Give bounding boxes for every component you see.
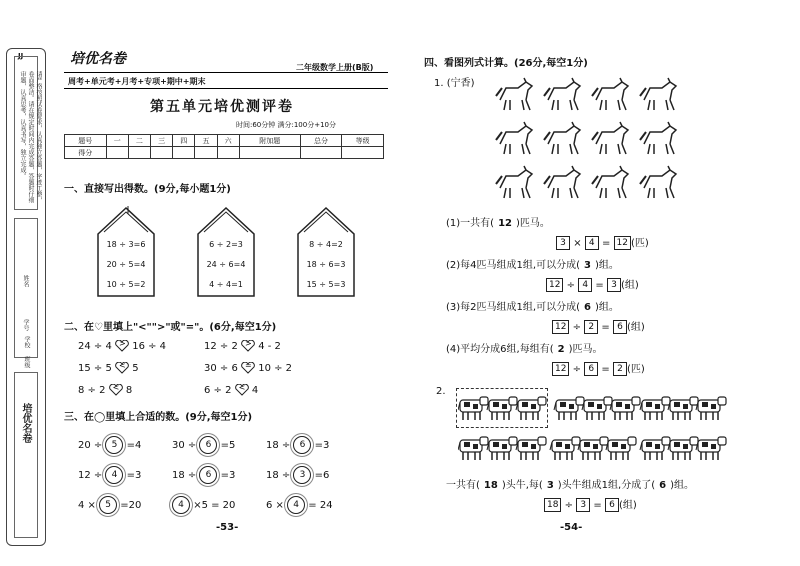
strip-logo-text: 培优名卷 [20, 403, 31, 443]
house-1 [94, 206, 158, 298]
q1-part1 [446, 214, 550, 229]
fill-item-3-2 [172, 496, 235, 514]
score-h6: 六 [217, 135, 239, 147]
eq-op: = [601, 238, 611, 249]
strip-notice: 请严格按照试卷要求，认真独立答题，字迹工整，卷面整洁。请在规定时间内完成答题，答题时仔细审题，认真思考，认真书写，独立完成。 [19, 71, 42, 203]
compare-item-4 [204, 362, 292, 374]
q1-part2 [446, 256, 619, 271]
score-h9: 等级 [342, 135, 384, 147]
compare-item-3 [78, 362, 139, 374]
q1p3-text-a: (3)每2匹马组成1组,可以分成( [446, 302, 580, 313]
compare-right: 5 [132, 363, 139, 374]
compare-left: 24 ÷ 4 [78, 341, 112, 352]
horse-grid [494, 76, 694, 204]
header-rule-2 [64, 88, 388, 89]
fill-item-1-1 [78, 436, 141, 454]
eq-op: ÷ [564, 500, 574, 511]
fill-suffix: =4 [126, 440, 142, 451]
fill-suffix: =3 [126, 470, 142, 481]
score-h0: 题号 [65, 135, 107, 147]
compare-item-1 [78, 340, 166, 352]
compare-right: 16 ÷ 4 [132, 341, 167, 352]
compare-sign: > [245, 339, 252, 348]
compare-left: 8 ÷ 2 [78, 385, 106, 396]
strip-logo-box [14, 372, 38, 538]
q1-part3 [446, 298, 619, 313]
page-number-left: -53- [216, 522, 239, 533]
eq-box: 4 [585, 236, 599, 250]
eq-box: 12 [546, 278, 563, 292]
brand-logo: 培优名卷 [70, 51, 126, 67]
strip-field-class: 班级 [23, 356, 30, 368]
fill-suffix: =6 [314, 470, 330, 481]
compare-item-2 [204, 340, 281, 352]
q1-part4-eq [552, 360, 645, 376]
q2-label: 2. [436, 386, 446, 397]
eq-op: ÷ [572, 364, 582, 375]
horse-icons [494, 76, 694, 204]
q1p3-text-b: )组。 [594, 302, 619, 313]
compare-sign: = [245, 361, 252, 370]
sec4-heading: 四、看图列式计算。(26分,每空1分) [424, 58, 588, 69]
heart-icon [115, 340, 129, 352]
score-h1: 一 [106, 135, 128, 147]
fill-prefix: 6 × [266, 500, 284, 511]
house-2-eq-1: 6 ÷ 2=3 [209, 240, 243, 249]
fill-prefix: 18 ÷ [266, 470, 291, 481]
compare-right: 4 [251, 385, 259, 396]
eq-op: = [601, 364, 610, 375]
score-h3: 三 [150, 135, 172, 147]
fill-item-3-3 [266, 496, 333, 514]
heart-icon [241, 340, 255, 352]
eq-box: 18 [544, 498, 561, 512]
eq-box: 6 [613, 320, 627, 334]
score-table [64, 134, 384, 159]
fill-prefix: 18 ÷ [172, 470, 197, 481]
fill-prefix: 18 ÷ [266, 440, 291, 451]
score-row-label: 得分 [65, 147, 107, 159]
fill-suffix: =3 [314, 440, 330, 451]
flower-circle-icon: 4 [287, 496, 305, 514]
score-h8: 总分 [300, 135, 342, 147]
house-1-eq-1: 18 ÷ 3=6 [106, 240, 146, 249]
house-3-eq-3: 15 ÷ 5=3 [306, 280, 346, 289]
q1p3-answer: 6 [583, 302, 591, 313]
fill-prefix: 4 × [78, 500, 96, 511]
eq-box: 3 [556, 236, 570, 250]
eq-op: ÷ [572, 322, 582, 333]
q2-answer-3: 6 [659, 480, 667, 491]
page-title: 第五单元培优测评卷 [150, 99, 294, 115]
fill-suffix: =20 [120, 500, 142, 511]
compare-right: 4 - 2 [258, 341, 281, 352]
fill-item-1-2 [172, 436, 235, 454]
compare-right: 10 ÷ 2 [258, 363, 293, 374]
eq-box: 2 [584, 320, 598, 334]
q2-eq [544, 496, 637, 512]
strip-field-id: 学号 [22, 319, 29, 331]
house-2-eq-3: 4 ÷ 4=1 [209, 280, 243, 289]
q2-text-2: )头牛,每( [501, 480, 543, 491]
eq-unit: (组) [626, 322, 645, 333]
eq-op: = [593, 500, 602, 511]
q1p4-answer: 2 [557, 344, 565, 355]
grade-text: 二年级数学上册(B版) [296, 63, 374, 72]
eq-box: 6 [584, 362, 598, 376]
q2-text-4: )组。 [670, 480, 694, 491]
eq-op: ÷ [566, 280, 576, 291]
eq-box: 12 [614, 236, 631, 250]
eq-box: 12 [552, 320, 569, 334]
compare-sign: > [119, 339, 126, 348]
compare-sign: < [119, 361, 126, 370]
fill-item-2-1 [78, 466, 141, 484]
score-h7: 附加题 [239, 135, 300, 147]
house-2 [194, 206, 258, 298]
series-text: 周考+单元考+月考+专项+期中+期末 [68, 77, 206, 86]
compare-item-5 [78, 384, 132, 396]
strip-notice-box [14, 56, 42, 210]
q1-part4 [446, 340, 602, 355]
flower-circle-icon: 4 [172, 496, 190, 514]
flower-circle-icon: 3 [293, 466, 311, 484]
heart-icon [235, 384, 249, 396]
q2-answer-2: 3 [546, 480, 554, 491]
fill-suffix: ×5 = 20 [193, 500, 236, 511]
flower-circle-icon: 5 [105, 436, 123, 454]
eq-unit: (匹) [626, 364, 645, 375]
compare-left: 12 ÷ 2 [204, 341, 238, 352]
eq-box: 3 [576, 498, 590, 512]
eq-box: 6 [605, 498, 619, 512]
score-h4: 四 [173, 135, 195, 147]
q2-sentence [446, 476, 694, 491]
compare-right: 8 [125, 385, 133, 396]
score-h2: 二 [128, 135, 150, 147]
fill-prefix: 12 ÷ [78, 470, 103, 481]
eq-unit: (组) [618, 500, 637, 511]
flower-circle-icon: 5 [99, 496, 117, 514]
compare-left: 30 ÷ 6 [204, 363, 238, 374]
heart-icon [241, 362, 255, 374]
strip-field-school: 学校 [23, 336, 30, 348]
fill-prefix: 30 ÷ [172, 440, 197, 451]
q2-text-3: )头牛组成1组,分成了( [557, 480, 656, 491]
q1p1-text-b: )匹马。 [516, 218, 550, 229]
eq-op: × [573, 238, 582, 249]
house-3 [294, 206, 358, 298]
q1-part3-eq [552, 318, 645, 334]
q1p1-answer: 12 [498, 218, 512, 229]
sec1-heading: 一、直接写出得数。(9分,每小题1分) [64, 184, 231, 195]
cow-icons [458, 392, 788, 466]
heart-icon [115, 362, 129, 374]
eq-op: = [595, 280, 604, 291]
compare-sign: < [112, 383, 120, 392]
page-number-right: -54- [560, 522, 583, 533]
compare-item-6 [204, 384, 258, 396]
flower-circle-icon: 6 [199, 466, 217, 484]
sec2-heading: 二、在♡里填上"<"">"或"="。(6分,每空1分) [64, 322, 277, 333]
q1-label: 1. (宁香) [434, 78, 475, 89]
eq-box: 3 [607, 278, 621, 292]
q1p4-text-b: )匹马。 [568, 344, 603, 355]
compare-sign: < [238, 383, 246, 392]
fill-suffix: = 24 [308, 500, 333, 511]
eq-unit: (匹) [630, 238, 649, 249]
q1p4-text-a: (4)平均分成6组,每组有( [446, 344, 554, 355]
eq-box: 4 [578, 278, 592, 292]
fill-item-2-2 [172, 466, 235, 484]
eq-unit: (组) [620, 280, 639, 291]
eq-box: 12 [552, 362, 569, 376]
compare-left: 6 ÷ 2 [204, 385, 232, 396]
q1-part2-eq [546, 276, 639, 292]
strip-field-name: 姓名 [22, 275, 29, 287]
compare-left: 15 ÷ 5 [78, 363, 112, 374]
house-3-eq-2: 18 ÷ 6=3 [306, 260, 346, 269]
house-3-eq-1: 8 ÷ 4=2 [309, 240, 343, 249]
heart-icon [109, 384, 123, 396]
q1-part1-eq [556, 234, 649, 250]
sec3-heading: 三、在◯里填上合适的数。(9分,每空1分) [64, 412, 253, 423]
q2-answer-1: 18 [483, 480, 498, 491]
fill-prefix: 20 ÷ [78, 440, 103, 451]
fill-item-1-3 [266, 436, 329, 454]
house-1-eq-3: 10 ÷ 5=2 [106, 280, 146, 289]
score-h5: 五 [195, 135, 217, 147]
house-1-eq-2: 20 ÷ 5=4 [106, 260, 146, 269]
fill-suffix: =5 [220, 440, 236, 451]
fill-item-2-3 [266, 466, 329, 484]
flower-circle-icon: 6 [199, 436, 217, 454]
eq-box: 2 [613, 362, 627, 376]
header-rule [64, 72, 388, 73]
flower-circle-icon: 6 [293, 436, 311, 454]
fill-suffix: =3 [220, 470, 236, 481]
fill-item-3-1 [78, 496, 141, 514]
house-2-eq-2: 24 ÷ 6=4 [206, 260, 246, 269]
q2-text-1: 一共有( [446, 480, 480, 491]
eq-op: = [601, 322, 610, 333]
q1p2-text-a: (2)每4匹马组成1组,可以分成( [446, 260, 580, 271]
q1p2-answer: 3 [583, 260, 591, 271]
cow-grid [458, 392, 788, 466]
flower-circle-icon: 4 [105, 466, 123, 484]
q1p2-text-b: )组。 [594, 260, 619, 271]
strip-code: JJ [18, 52, 24, 60]
q1p1-text-a: (1)一共有( [446, 218, 495, 229]
exam-meta: 时间:60分钟 满分:100分+10分 [236, 121, 336, 129]
